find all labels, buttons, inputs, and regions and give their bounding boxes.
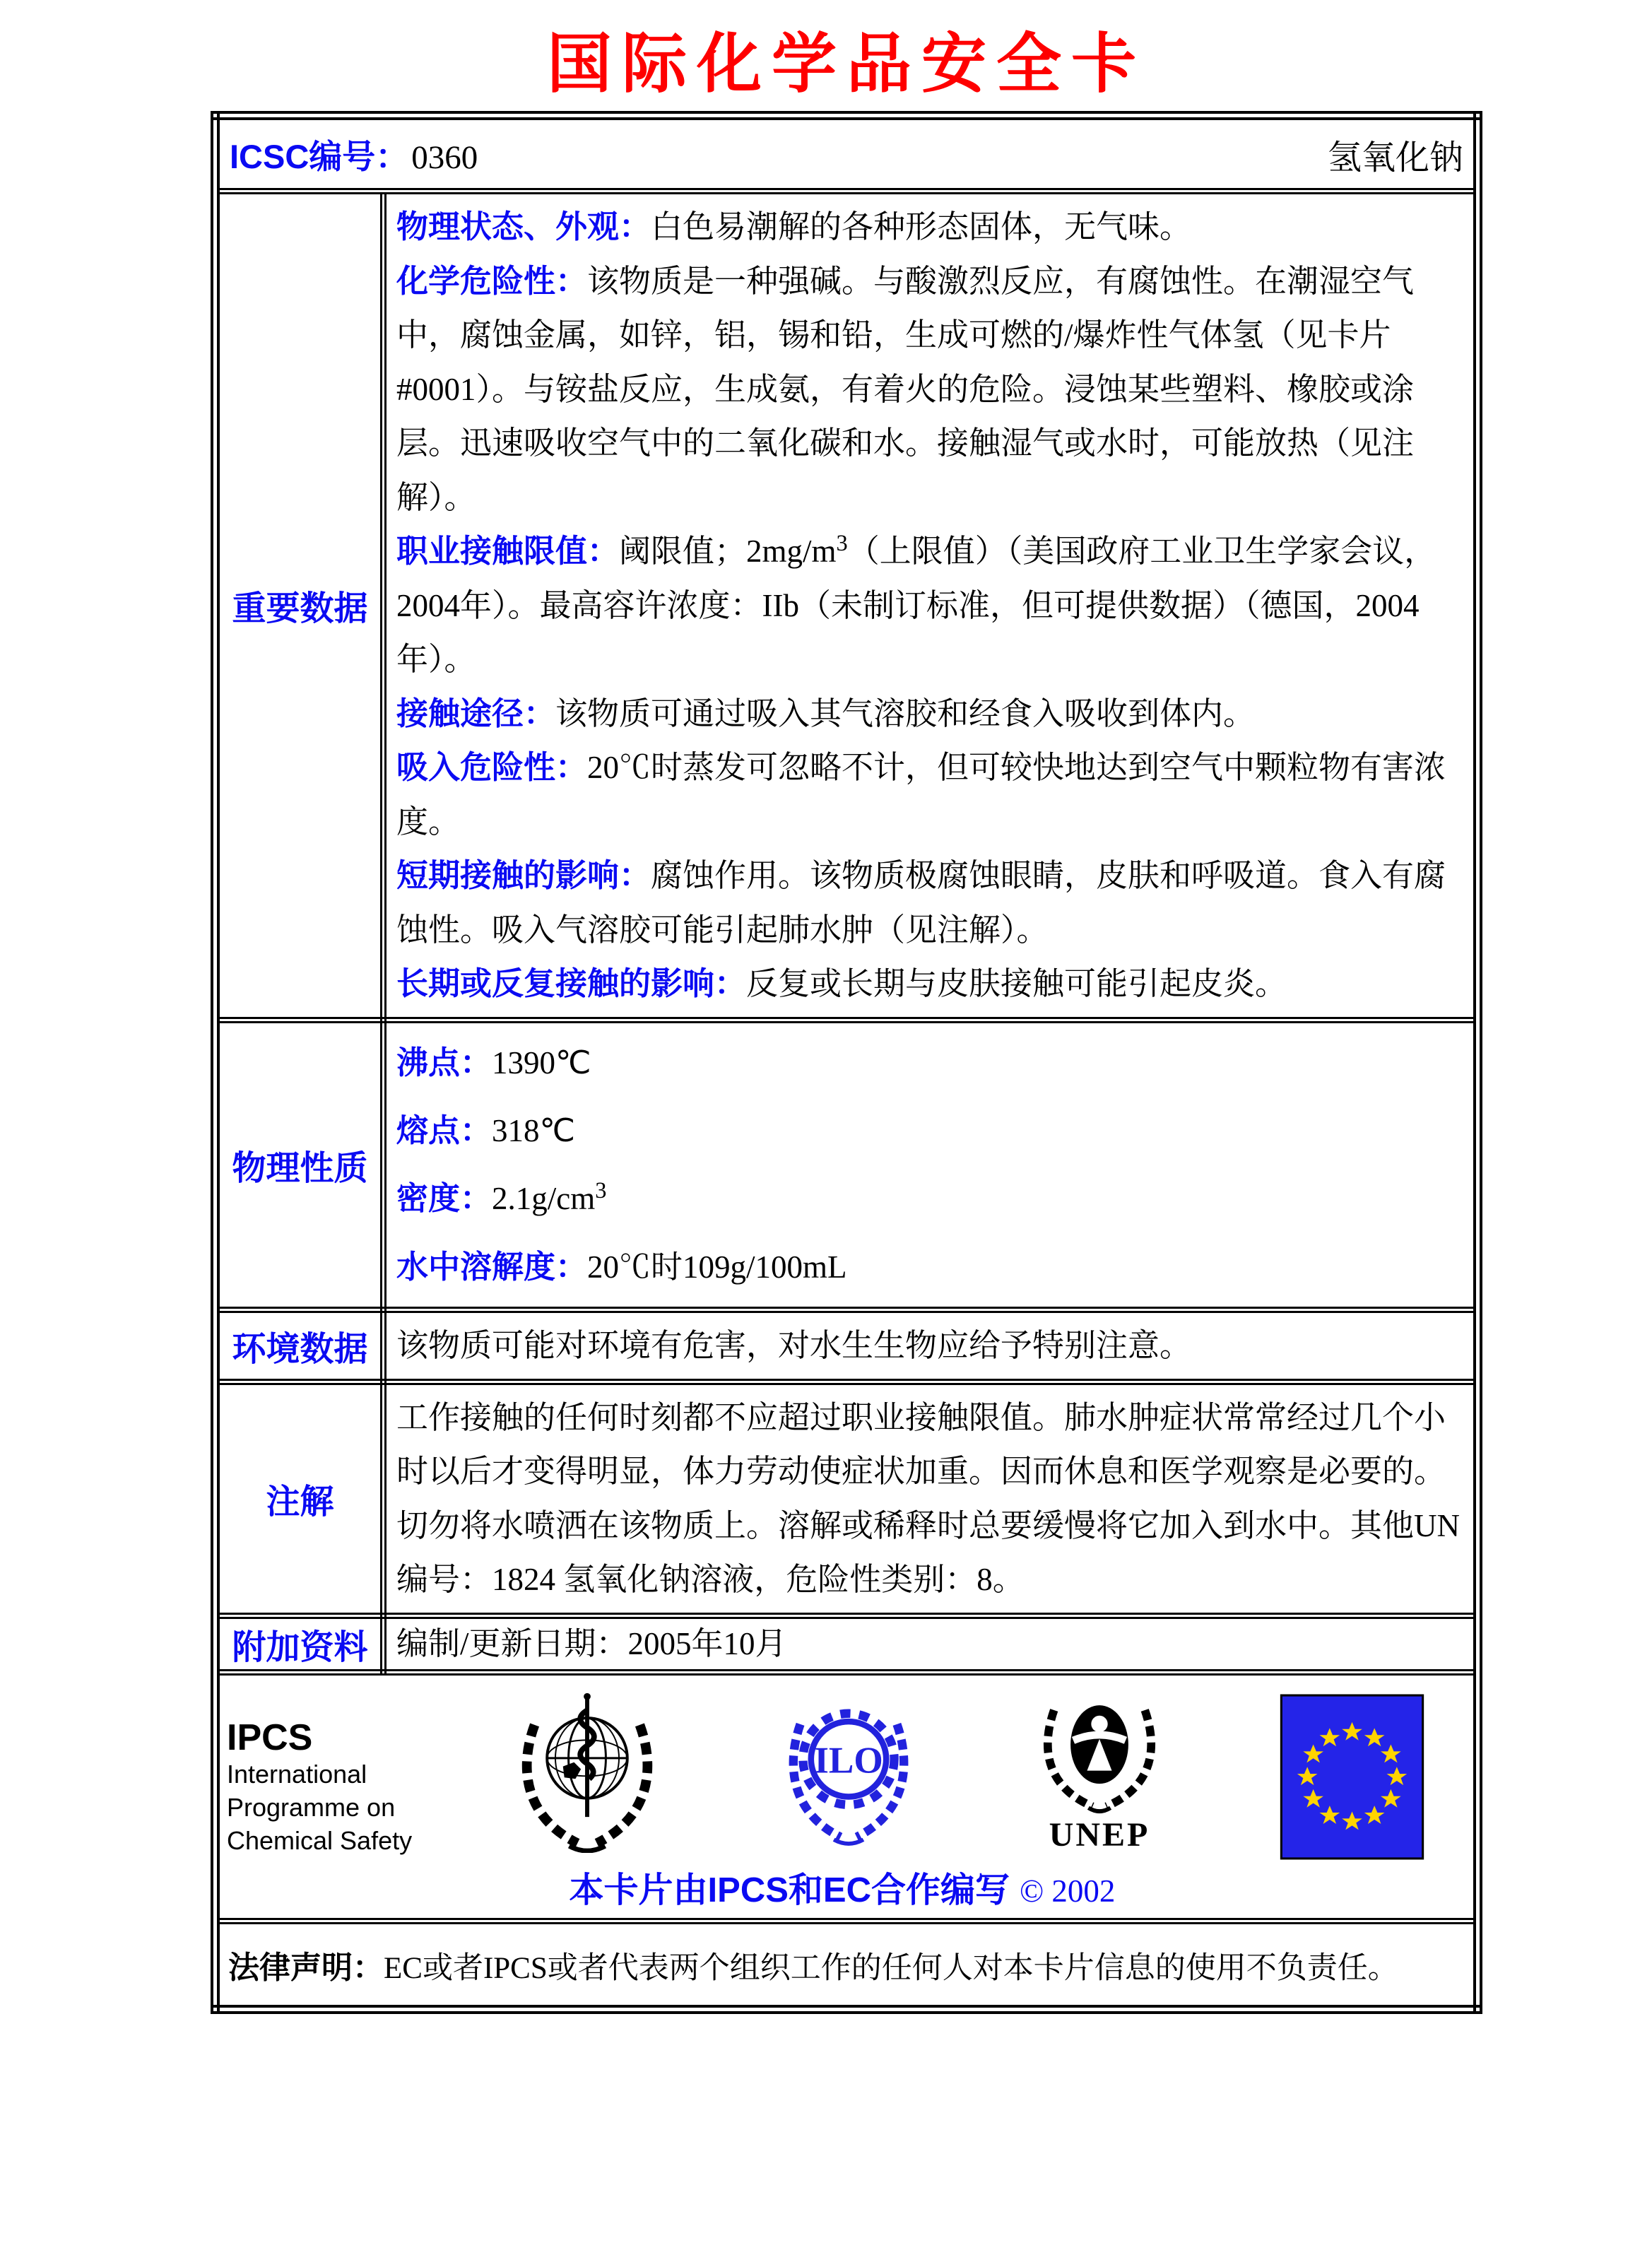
paragraph-physical-state xyxy=(396,200,1463,254)
density-line xyxy=(396,1165,1463,1232)
additional-info-row-label: 附加资料 xyxy=(216,1615,384,1672)
notes-row xyxy=(216,1382,1478,1615)
legal-text: EC或者IPCS或者代表两个组织工作的任何人对本卡片信息的使用不负责任。 xyxy=(384,1951,1398,1985)
paragraph-text: （上限值）（美国政府工业卫生学家会议，2004年）。最高容许浓度：IIb（未制订标准，但可提供数据）（德国，2004年）。 xyxy=(396,534,1436,678)
legal-row xyxy=(216,1921,1478,2009)
logos-strip xyxy=(227,1684,1458,1860)
paragraph-label: 职业接触限值： xyxy=(396,533,620,570)
paragraph-label: 长期或反复接触的影响： xyxy=(396,965,747,1002)
unep-wordmark: UNEP xyxy=(1049,1815,1150,1854)
water-solubility-line xyxy=(396,1233,1463,1301)
unep-logo-block xyxy=(1036,1684,1163,1852)
legal-label: 法律声明： xyxy=(228,1950,384,1985)
paragraph-label: 短期接触的影响： xyxy=(396,857,651,894)
ilo-letters: ILO xyxy=(814,1739,883,1782)
notes-content xyxy=(384,1382,1478,1615)
important-data-row xyxy=(216,192,1478,1020)
superscript: 3 xyxy=(595,1178,607,1204)
unep-logo-icon xyxy=(1036,1684,1163,1815)
paragraph-text: 该物质是一种强碱。与酸激烈反应，有腐蚀性。在潮湿空气中，腐蚀金属，如锌，铝，锡和铅，生成可燃的/爆炸性气体氢（见卡片#0001）。与铵盐反应，生成氨，有着火的危险。浸蚀某些塑料、橡胶或涂层。迅速吸收空气中的二氧化碳和水。接触湿气或水时，可能放热（见注解）。 xyxy=(396,263,1415,515)
paragraph-occupational-limits xyxy=(396,524,1463,687)
paragraph-short-term-effects xyxy=(396,849,1463,957)
notes-row-label: 注解 xyxy=(216,1382,384,1615)
boiling-point-line xyxy=(396,1029,1463,1097)
paragraph-long-term-effects xyxy=(396,957,1463,1011)
icsc-number-value: 0360 xyxy=(411,139,478,176)
paragraph-text: 腐蚀作用。该物质极腐蚀眼睛，皮肤和呼吸道。食入有腐蚀性。吸入气溶胶可能引起肺水肿（见注解）。 xyxy=(396,858,1446,948)
cooperation-caption xyxy=(227,1863,1458,1912)
important-data-content xyxy=(384,192,1478,1020)
who-logo-icon xyxy=(509,1687,665,1853)
logos-cell xyxy=(216,1672,1478,1921)
paragraph-label: 接触途径： xyxy=(396,695,556,731)
paragraph-inhalation-risk xyxy=(396,741,1463,849)
environmental-text: 该物质可能对环境有危害，对水生生物应给予特别注意。 xyxy=(396,1328,1192,1364)
paragraph-label: 吸入危险性： xyxy=(396,749,588,786)
paragraph-exposure-routes xyxy=(396,687,1463,741)
header-row xyxy=(216,116,1478,192)
property-label: 密度： xyxy=(396,1180,492,1217)
property-value: 1390℃ xyxy=(492,1044,591,1080)
ipcs-line-1: International xyxy=(227,1759,367,1789)
icsc-number-label: ICSC编号： xyxy=(230,137,409,175)
important-data-row-label: 重要数据 xyxy=(216,192,384,1020)
property-label: 沸点： xyxy=(396,1044,492,1080)
paragraph-chemical-hazard xyxy=(396,254,1463,525)
ipcs-line-2: Programme on xyxy=(227,1792,396,1822)
environmental-data-row-label: 环境数据 xyxy=(216,1310,384,1382)
superscript: 3 xyxy=(836,531,848,557)
paragraph-text: 20℃时蒸发可忽略不计，但可较快地达到空气中颗粒物有害浓度。 xyxy=(396,750,1446,840)
eu-flag-icon xyxy=(1280,1694,1424,1860)
paragraph-text: 阈限值；2mg/m xyxy=(619,534,837,570)
ipcs-text-block xyxy=(227,1684,418,1858)
physical-properties-content xyxy=(384,1020,1478,1310)
ipcs-line-3: Chemical Safety xyxy=(227,1825,413,1855)
icsc-card-page xyxy=(211,0,1482,2014)
icsc-card-table xyxy=(211,111,1482,2014)
melting-point-line xyxy=(396,1097,1463,1165)
physical-properties-row xyxy=(216,1020,1478,1310)
ipcs-acronym: IPCS xyxy=(227,1717,313,1758)
property-label: 水中溶解度： xyxy=(396,1248,588,1285)
ilo-logo-icon xyxy=(781,1687,916,1853)
chemical-name: 氢氧化钠 xyxy=(1327,139,1463,177)
paragraph-text: 白色易潮解的各种形态固体，无气味。 xyxy=(651,209,1192,245)
paragraph-label: 化学危险性： xyxy=(396,262,588,299)
property-label: 熔点： xyxy=(396,1112,492,1149)
property-value: 318℃ xyxy=(492,1113,576,1149)
logos-row xyxy=(216,1672,1478,1921)
paragraph-label: 物理状态、外观： xyxy=(396,208,651,245)
page-title: 国际化学品安全卡 xyxy=(546,25,1146,102)
paragraph-text: 该物质可通过吸入其气溶胶和经食入吸收到体内。 xyxy=(555,695,1256,731)
copyright-text: © 2002 xyxy=(1019,1873,1116,1909)
environmental-data-row xyxy=(216,1310,1478,1382)
paragraph-text: 反复或长期与皮肤接触可能引起皮炎。 xyxy=(746,966,1287,1002)
physical-properties-row-label: 物理性质 xyxy=(216,1020,384,1310)
additional-info-content: 编制/更新日期：2005年10月 xyxy=(384,1615,1478,1672)
property-value: 2.1g/cm xyxy=(492,1181,596,1217)
header-cell xyxy=(216,116,1478,192)
cooperation-caption-text: 本卡片由IPCS和EC合作编写 xyxy=(569,1871,1010,1909)
environmental-data-content xyxy=(384,1310,1478,1382)
icsc-number-group xyxy=(230,131,478,178)
notes-text: 工作接触的任何时刻都不应超过职业接触限值。肺水肿症状常常经过几个小时以后才变得明显，体力劳动使症状加重。因而休息和医学观察是必要的。切勿将水喷洒在该物质上。溶解或稀释时总要缓慢将它加入到水中。其他UN编号：1824 氢氧化钠溶液，危险性类别：8。 xyxy=(396,1399,1460,1598)
property-value: 20℃时109g/100mL xyxy=(587,1249,847,1285)
legal-cell xyxy=(216,1921,1478,2009)
additional-info-row xyxy=(216,1615,1478,1672)
